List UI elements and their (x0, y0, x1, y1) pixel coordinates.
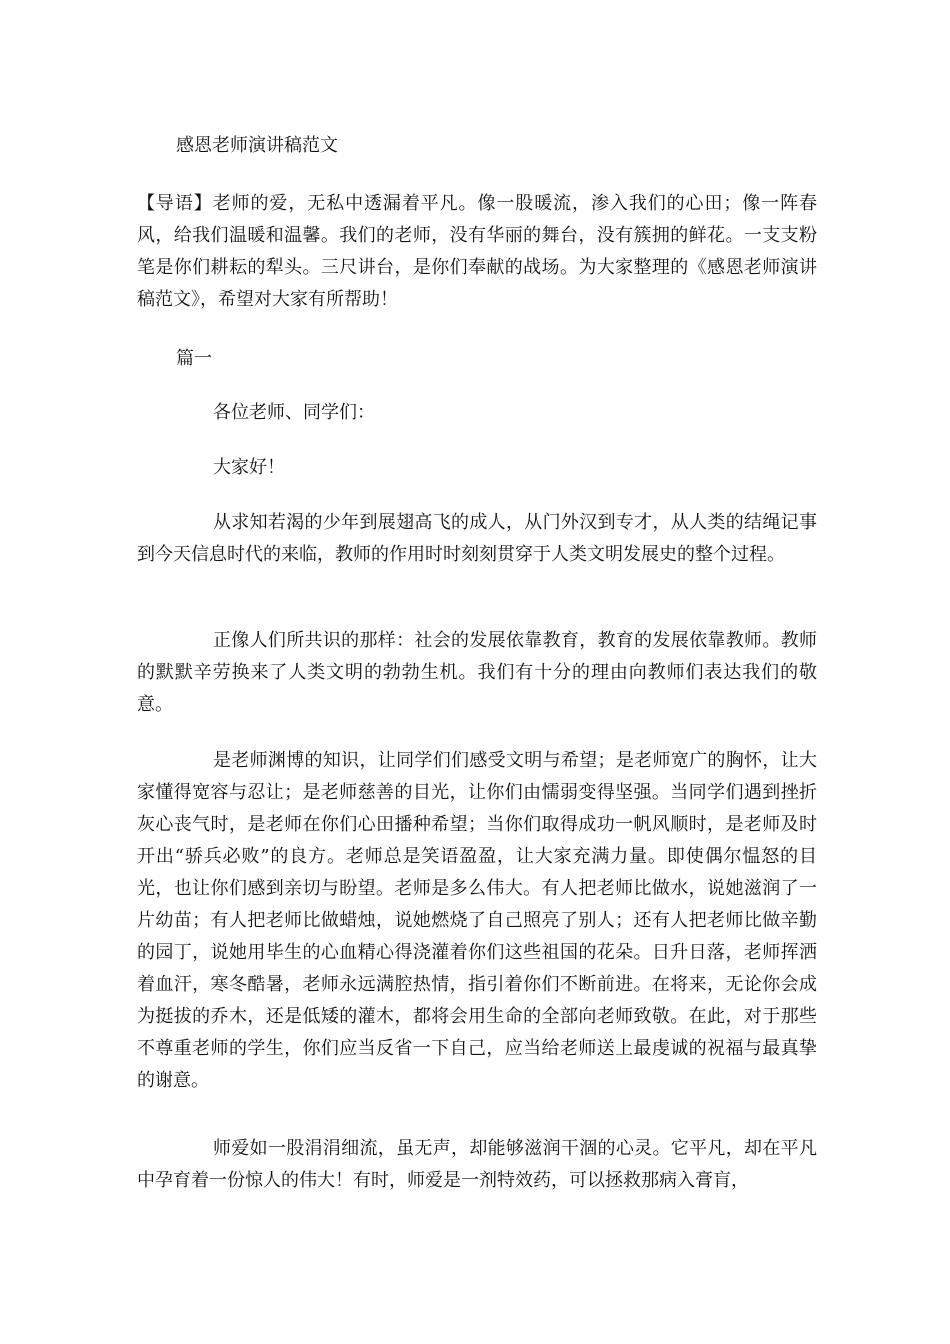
section-label: 篇一 (176, 348, 212, 369)
intro-body: 老师的爱，无私中透漏着平凡。像一股暖流，渗入我们的心田；像一阵春风，给我们温暖和温馨。我们的老师，没有华丽的舞台，没有簇拥的鲜花。一支支粉笔是你们耕耘的犁头。三尺讲台，是你们奉献的战场。为大家整理的《感恩老师演讲稿范文》，希望对大家有所帮助！ (137, 193, 818, 310)
body-paragraph-1: 从求知若渴的少年到展翅高飞的成人，从门外汉到专才，从人类的结绳记事到今天信息时代的来临，教师的作用时时刻刻贯穿于人类文明发展史的整个过程。 (137, 512, 817, 565)
salutation: 各位老师、同学们： (213, 402, 375, 423)
body-paragraph-4: 师爱如一股涓涓细流，虽无声，却能够滋润干涸的心灵。它平凡，却在平凡中孕育着一份惊人的伟大！有时，师爱是一剂特效药，可以拯救那病入膏肓， (137, 1138, 817, 1191)
body-paragraph-2: 正像人们所共识的那样：社会的发展依靠教育，教育的发展依靠教师。教师的默默辛劳换来了人类文明的勃勃生机。我们有十分的理由向教师们表达我们的敬意。 (137, 630, 817, 715)
document-title: 感恩老师演讲稿范文 (176, 135, 338, 156)
greeting: 大家好！ (213, 457, 285, 478)
intro-paragraph (137, 188, 817, 316)
intro-lead: 【导语】 (137, 193, 213, 214)
body-paragraph-3: 是老师渊博的知识，让同学们们感受文明与希望；是老师宽广的胸怀，让大家懂得宽容与忍让；是老师慈善的目光，让你们由懦弱变得坚强。当同学们遇到挫折灰心丧气时，是老师在你们心田播种希望；当你们取得成功一帆风顺时，是老师及时开出“骄兵必败”的良方。老师总是笑语盈盈，让大家充满力量。即使偶尔愠怒的目光，也让你们感到亲切与盼望。老师是多么伟大。有人把老师比做水，说她滋润了一片幼苗；有人把老师比做蜡烛，说她燃烧了自己照亮了别人；还有人把老师比做辛勤的园丁，说她用毕生的心血精心得浇灌着你们这些祖国的花朵。日升日落，老师挥洒着血汗，寒冬酷暑，老师永远满腔热情，指引着你们不断前进。在将来，无论你会成为挺拔的乔木，还是低矮的灌木，都将会用生命的全部向老师致敬。在此，对于那些不尊重老师的学生，你们应当反省一下自己，应当给老师送上最虔诚的祝福与最真挚的谢意。 (137, 750, 817, 1091)
